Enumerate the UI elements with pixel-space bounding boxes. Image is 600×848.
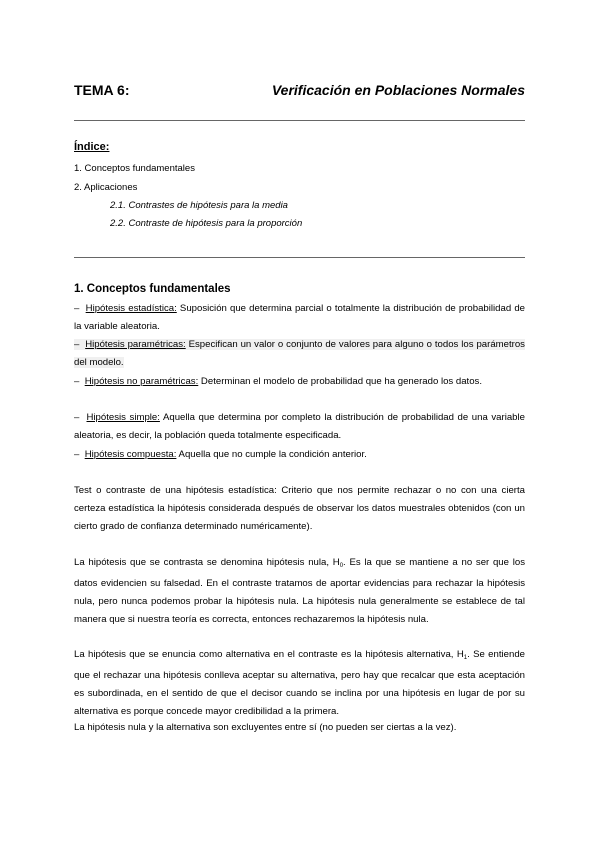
toc-item-2-2: 2.2. Contraste de hipótesis para la proporción <box>110 218 303 229</box>
definition-simple: – Hipótesis simple: Aquella que determina por completo la distribución de probabilidad de una variable aleatoria, es decir, la población queda totalmente especificada. <box>74 412 525 441</box>
alternative-hypothesis-paragraph: La hipótesis que se enuncia como alternativa en el contraste es la hipótesis alternativa, $H_1$. Se entiende que el rechazar una hipótesis conlleva aceptar su alternativa, pero hay que recalcar que esta aceptación es subordinada, en el sentido de que el decisor cuando se inclina por una hipótesis en lugar de por su alternativa es porque concede mayor credibilidad a la primera. <box>74 649 525 717</box>
tema-number: TEMA 6: <box>74 82 130 98</box>
term-composite: Hipótesis compuesta: <box>84 449 177 460</box>
exclusive-paragraph: La hipótesis nula y la alternativa son excluyentes entre sí (no pueden ser ciertas a la vez). <box>74 722 457 733</box>
definition-nonparametric: – Hipótesis no paramétricas: Determinan el modelo de probabilidad que ha generado los datos. <box>74 376 483 387</box>
header-divider <box>74 120 525 121</box>
term-statistical: Hipótesis estadística: <box>85 303 177 314</box>
definition-statistical: – Hipótesis estadística: Suposición que determina parcial o totalmente la distribución de probabilidad de la variable aleatoria. <box>74 303 525 332</box>
definition-parametric: – Hipótesis paramétricas: Especifican un valor o conjunto de valores para alguno o todos los parámetros del modelo. <box>74 339 525 368</box>
term-nonparametric: Hipótesis no paramétricas: <box>84 376 199 387</box>
toc-item-1: 1. Conceptos fundamentales <box>74 163 195 174</box>
test-definition-paragraph: Test o contraste de una hipótesis estadística: Criterio que nos permite rechazar o no con una cierta certeza estadística la hipótesis considerada después de observar los datos muestrales obtenidos (con un cierto grado de confianza determinado numéricamente). <box>74 485 525 532</box>
toc-item-2-1: 2.1. Contrastes de hipótesis para la media <box>110 200 288 211</box>
term-simple: Hipótesis simple: <box>86 412 160 423</box>
term-parametric: Hipótesis paramétricas: <box>85 339 186 350</box>
document-title: Verificación en Poblaciones Normales <box>271 82 525 98</box>
toc-item-2: 2. Aplicaciones <box>74 182 138 193</box>
definition-composite: – Hipótesis compuesta: Aquella que no cumple la condición anterior. <box>74 449 367 460</box>
section-title: 1. Conceptos fundamentales <box>74 283 231 295</box>
null-hypothesis-paragraph: La hipótesis que se contrasta se denomina hipótesis nula, $H_0$. Es la que se mantiene a no ser que los datos evidencien su falsedad. En el contraste tratamos de aportar evidencias para rechazar la hipótesis nula, pero nunca podemos probar la hipótesis nula. La hipótesis nula generalmente se establece de tal manera que si nuestra teoría es correcta, entonces rechazaremos la hipótesis nula. <box>74 557 525 625</box>
index-divider <box>74 257 525 258</box>
index-heading: Índice: <box>74 141 110 153</box>
